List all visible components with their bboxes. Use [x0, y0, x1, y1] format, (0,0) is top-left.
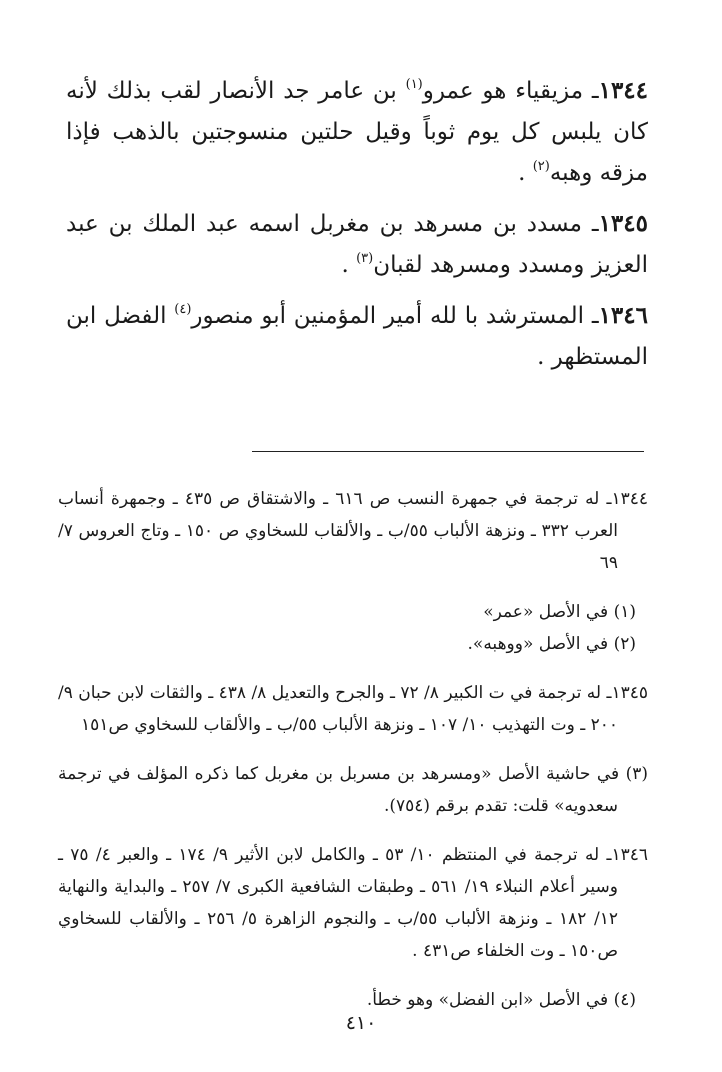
page-number: ٤١٠ — [345, 1012, 377, 1034]
entry-text: . — [518, 160, 533, 186]
footnote-note: (٣) في حاشية الأصل «ومسرهد بن مسربل بن مغربل كما ذكره المؤلف في ترجمة سعدويه» قلت: تقدم برقم (٧٥٤). — [58, 764, 648, 816]
footnote-marker: (٢) — [532, 159, 550, 174]
footnote-reference: ١٣٤٥ـ له ترجمة في ت الكبير ٨/ ٧٢ ـ والجرح والتعديل ٨/ ٤٣٨ ـ والثقات لابن حبان ٩/ ٢٠٠ ـ وت التهذيب ١٠/ ١٠٧ ـ ونزهة الألباب ٥٥/ب ـ والألقاب للسخاوي ص١٥١ — [58, 683, 648, 735]
entry-1346 — [66, 295, 648, 378]
entry-text: الفضل ابن المستظهر . — [66, 303, 648, 370]
footnote-marker: (٤) — [174, 302, 192, 317]
footnotes — [58, 466, 648, 1016]
entry-number: ١٣٤٦ — [598, 302, 648, 329]
footnote-note: (١) في الأصل «عمر» — [483, 602, 636, 622]
footnote-note: (٤) في الأصل «ابن الفضل» وهو خطأ. — [366, 990, 636, 1010]
footnote-marker: (٣) — [356, 251, 374, 266]
entry-text: ـ مزيقياء هو عمرو — [422, 78, 599, 104]
entry-text: بن عامر جد الأنصار لقب بذلك لأنه كان يلبس كل يوم ثوباً وقيل حلتين منسوجتين بالذهب فإذا مزقه وهبه — [66, 78, 648, 186]
footnote-divider — [252, 451, 644, 452]
footnote-reference: ١٣٤٤ـ له ترجمة في جمهرة النسب ص ٦١٦ ـ والاشتقاق ص ٤٣٥ ـ وجمهرة أنساب العرب ٣٣٢ ـ ونزهة الألباب ٥٥/ب ـ والألقاب للسخاوي ص ١٥٠ ـ وتاج العروس ٧/ ٦٩ — [58, 489, 648, 573]
entry-number: ١٣٤٤ — [598, 77, 649, 104]
footnote-reference: ١٣٤٦ـ له ترجمة في المنتظم ١٠/ ٥٣ ـ والكامل لابن الأثير ٩/ ١٧٤ ـ والعبر ٤/ ٧٥ ـ وسير أعلام النبلاء ١٩/ ٥٦١ ـ وطبقات الشافعية الكبرى ٧/ ٢٥٧ ـ والبداية والنهاية ١٢/ ١٨٢ ـ ونزهة الألباب ٥٥/ب ـ والنجوم الزاهرة ٥/ ٢٥٦ ـ والألقاب للسخاوي ص١٥٠ ـ وت الخلفاء ص٤٣١ . — [58, 845, 649, 961]
entry-1345 — [66, 203, 648, 286]
footnote-note: (٢) في الأصل «ووهبه». — [467, 634, 636, 654]
entry-text: ـ مسدد بن مسرهد بن مغربل اسمه عبد الملك بن عبد العزيز ومسدد ومسرهد لقبان — [66, 211, 648, 278]
entry-text: . — [341, 252, 357, 278]
main-text — [66, 70, 648, 387]
footnote-marker: (١) — [405, 77, 423, 92]
entry-number: ١٣٤٥ — [598, 210, 648, 237]
entry-1344 — [66, 70, 648, 194]
entry-text: ـ المسترشد با لله أمير المؤمنين أبو منصور — [191, 303, 599, 329]
